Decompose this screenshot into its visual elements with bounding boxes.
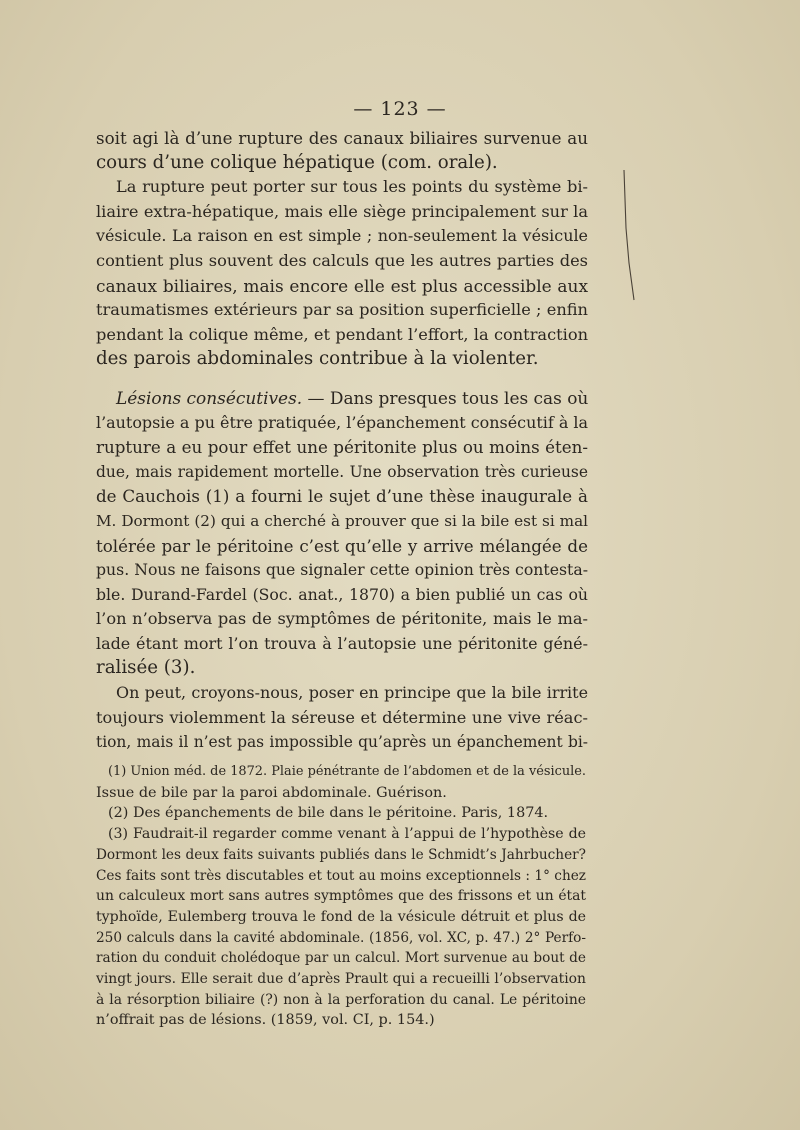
text-line: La rupture peut porter sur tous les points du système bi-: [116, 177, 588, 197]
main-text: [96, 126, 588, 755]
text-line: canaux biliaires, mais encore elle est plus accessible aux: [96, 275, 588, 296]
text-line: contient plus souvent des calculs que les autres parties des: [96, 250, 588, 270]
text-line: pus. Nous ne faisons que signaler cette opinion très contesta-: [96, 560, 588, 580]
text-line: traumatismes extérieurs par sa position superficielle ; enfin: [96, 300, 588, 320]
text-line: des parois abdominales contribue à la violenter.: [96, 348, 539, 370]
footnote-line: (1) Union méd. de 1872. Plaie pénétrante de l’abdomen et de la vésicule.: [108, 764, 586, 779]
text-line: [96, 386, 588, 411]
text-line: liaire extra-hépatique, mais elle siège principalement sur la: [96, 201, 588, 221]
text-line: rupture a eu pour effet une péritonite plus ou moins éten-: [96, 437, 588, 458]
text-line: On peut, croyons-nous, poser en principe que la bile irrite: [116, 683, 588, 703]
footnote-line: (3) Faudrait-il regarder comme venant à l’appui de l’hypothèse de: [108, 826, 586, 843]
footnote-line: 250 calculs dans la cavité abdominale. (1856, vol. XC, p. 47.) 2° Perfo-: [96, 929, 586, 946]
text-line: pendant la colique même, et pendant l’effort, la contraction: [96, 324, 588, 344]
text-line: l’on n’observa pas de symptômes de péritonite, mais le ma-: [96, 609, 588, 629]
text-line: cours d’une colique hépatique (com. orale).: [96, 151, 498, 173]
margin-pencil-mark: [620, 168, 640, 303]
text-line: toujours violemment la séreuse et détermine une vive réac-: [96, 707, 588, 727]
text-line: vésicule. La raison en est simple ; non-seulement la vésicule: [96, 226, 588, 246]
footnote-line: n’offrait pas de lésions. (1859, vol. CI, p. 154.): [96, 1012, 435, 1029]
paragraph-gap: [96, 372, 588, 386]
footnote-line: Ces faits sont très discutables et tout au moins exceptionnels : 1° chez: [96, 867, 586, 884]
footnote-line: Issue de bile par la paroi abdominale. Guérison.: [96, 784, 447, 801]
footnote-line: typhoïde, Eulemberg trouva le fond de la vésicule détruit et plus de: [96, 908, 586, 925]
text-line: lade étant mort l’on trouva à l’autopsie une péritonite géné-: [96, 633, 588, 653]
footnotes: [96, 762, 586, 1031]
footnote-line: ration du conduit cholédoque par un calcul. Mort survenue au bout de: [96, 950, 586, 967]
text-line: tion, mais il n’est pas impossible qu’après un épanchement bi-: [96, 733, 588, 752]
text-line: soit agi là d’une rupture des canaux biliaires survenue au: [96, 128, 588, 148]
footnote-line: un calculeux mort sans autres symptômes que des frissons et un état: [96, 888, 586, 905]
page-number: — 123 —: [353, 98, 447, 120]
text-line: l’autopsie a pu être pratiquée, l’épanchement consécutif à la: [96, 412, 588, 432]
footnote-line: vingt jours. Elle serait due d’après Prault qui a recueilli l’observation: [96, 971, 586, 988]
text-line: de Cauchois (1) a fourni le sujet d’une thèse inaugurale à: [96, 486, 588, 507]
footnote-line: à la résorption biliaire (?) non à la perforation du canal. Le péritoine: [96, 991, 586, 1008]
text-line: ralisée (3).: [96, 657, 196, 679]
text-line: due, mais rapidement mortelle. Une observation très curieuse: [96, 462, 588, 481]
text-fragment: — Dans presques tous les cas où: [307, 387, 589, 408]
footnote-line: (2) Des épanchements de bile dans le péritoine. Paris, 1874.: [108, 805, 549, 822]
text-line: ble. Durand-Fardel (Soc. anat., 1870) a bien publié un cas où: [96, 584, 588, 604]
text-line: tolérée par le péritoine c’est qu’elle y arrive mélangée de: [96, 535, 588, 556]
section-heading: Lésions consécutives.: [116, 387, 303, 408]
text-line: M. Dormont (2) qui a cherché à prouver que si la bile est si mal: [96, 511, 588, 530]
footnote-line: Dormont les deux faits suivants publiés dans le Schmidt’s Jahrbucher?: [96, 846, 586, 863]
